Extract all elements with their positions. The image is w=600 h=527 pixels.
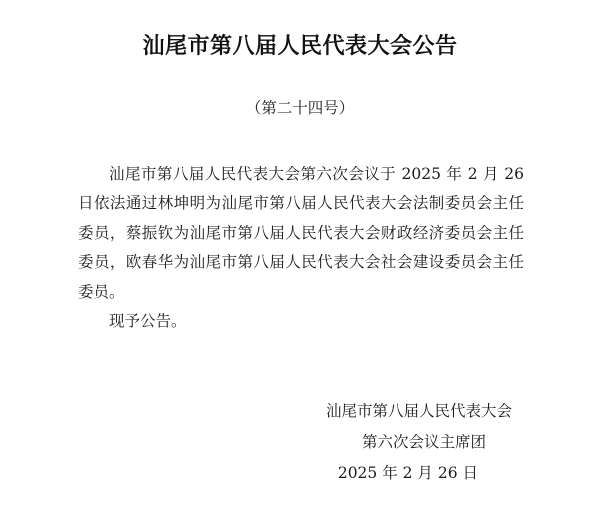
announcement-number: （第二十四号） xyxy=(245,99,355,117)
signature-organization: 汕尾市第八届人民代表大会 xyxy=(325,402,512,420)
notice-line: 现予公告。 xyxy=(109,312,187,330)
body-paragraph: 汕尾市第八届人民代表大会第六次会议于 2025 年 2 月 26 日依法通过林坤明为汕尾市第八届人民代表大会法制委员会主任委员，蔡振钦为汕尾市第八届人民代表大会财政经济委员会主任委员，欧春华为汕尾市第八届人民代表大会社会建设委员会主任委员。 xyxy=(78,165,524,301)
announcement-title: 汕尾市第八届人民代表大会公告 xyxy=(142,34,458,59)
signature-date: 2025 年 2 月 26 日 xyxy=(337,464,478,482)
signature-presidium: 第六次会议主席团 xyxy=(361,433,486,451)
announcement-body xyxy=(78,160,524,307)
